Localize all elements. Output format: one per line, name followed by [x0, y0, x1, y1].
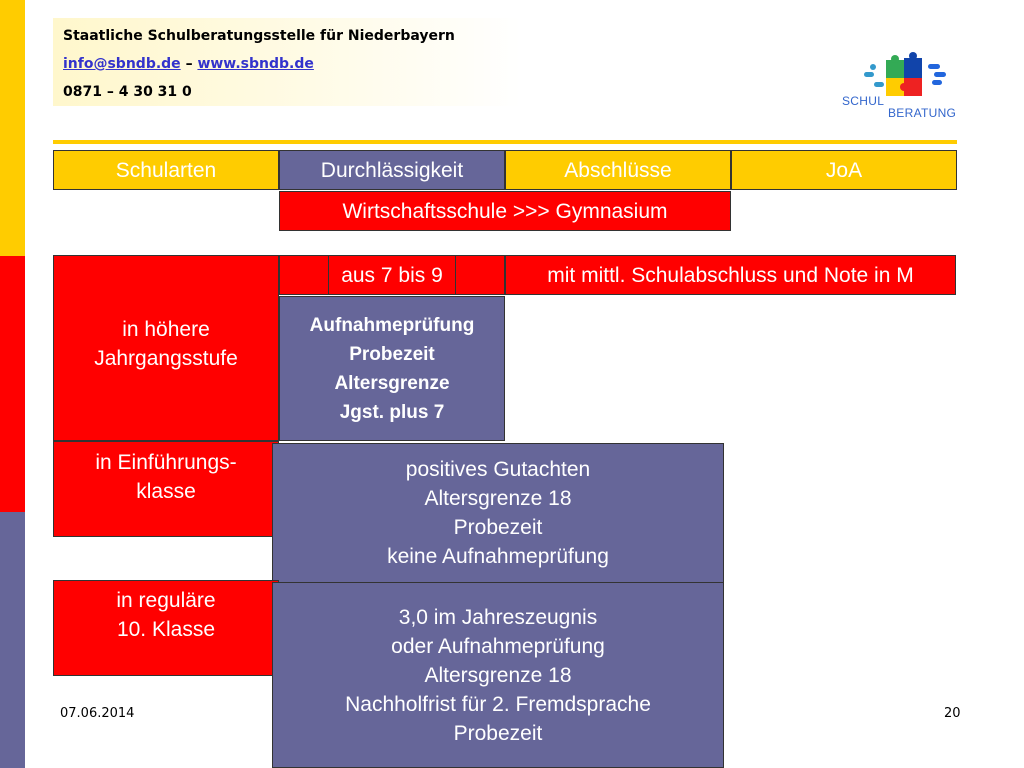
- sidebar-stripe-yellow: [0, 0, 25, 256]
- org-name: Staatliche Schulberatungsstelle für Niederbayern: [63, 28, 455, 44]
- tab-durchlaessigkeit[interactable]: Durchlässigkeit: [279, 150, 505, 190]
- contact-dash: –: [185, 56, 193, 72]
- logo-text-schul: SCHUL: [842, 94, 885, 108]
- sidebar-stripe-purple: [0, 512, 25, 768]
- requirements-hoehere-jahrgangsstufe: Aufnahmeprüfung Probezeit Altersgrenze Jgst. plus 7: [279, 296, 505, 441]
- range-bar: [279, 255, 505, 295]
- header-box: [53, 18, 521, 106]
- requirements-regulaere-klasse: 3,0 im Jahreszeugnis oder Aufnahmeprüfung Altersgrenze 18 Nachholfrist für 2. Fremdsprache Probezeit: [272, 582, 724, 768]
- schulberatung-logo: [838, 48, 962, 124]
- row-label-hoehere-jahrgangsstufe: in höhere Jahrgangsstufe: [53, 255, 279, 441]
- tab-joa[interactable]: JoA: [731, 150, 957, 190]
- footer-date: 07.06.2014: [60, 706, 135, 721]
- contact-links: [63, 54, 521, 82]
- sidebar-stripe-red: [0, 256, 25, 512]
- logo-text-beratung: BERATUNG: [888, 106, 957, 120]
- requirements-einfuehrungsklasse: positives Gutachten Altersgrenze 18 Probezeit keine Aufnahmeprüfung: [272, 443, 724, 583]
- row-label-regulaere-klasse: in reguläre 10. Klasse: [53, 580, 279, 676]
- range-label: aus 7 bis 9: [328, 256, 456, 294]
- row-label-einfuehrungsklasse: in Einführungs- klasse: [53, 441, 279, 537]
- tab-abschluesse[interactable]: Abschlüsse: [505, 150, 731, 190]
- email-link[interactable]: info@sbndb.de: [63, 56, 181, 72]
- website-link[interactable]: www.sbndb.de: [197, 56, 314, 72]
- route-banner: Wirtschaftsschule >>> Gymnasium: [279, 191, 731, 231]
- tab-schularten[interactable]: Schularten: [53, 150, 279, 190]
- header-divider: [53, 140, 957, 144]
- phone-number: 0871 – 4 30 31 0: [63, 84, 192, 100]
- page-number: 20: [944, 706, 961, 721]
- condition-note: mit mittl. Schulabschluss und Note in M: [505, 255, 956, 295]
